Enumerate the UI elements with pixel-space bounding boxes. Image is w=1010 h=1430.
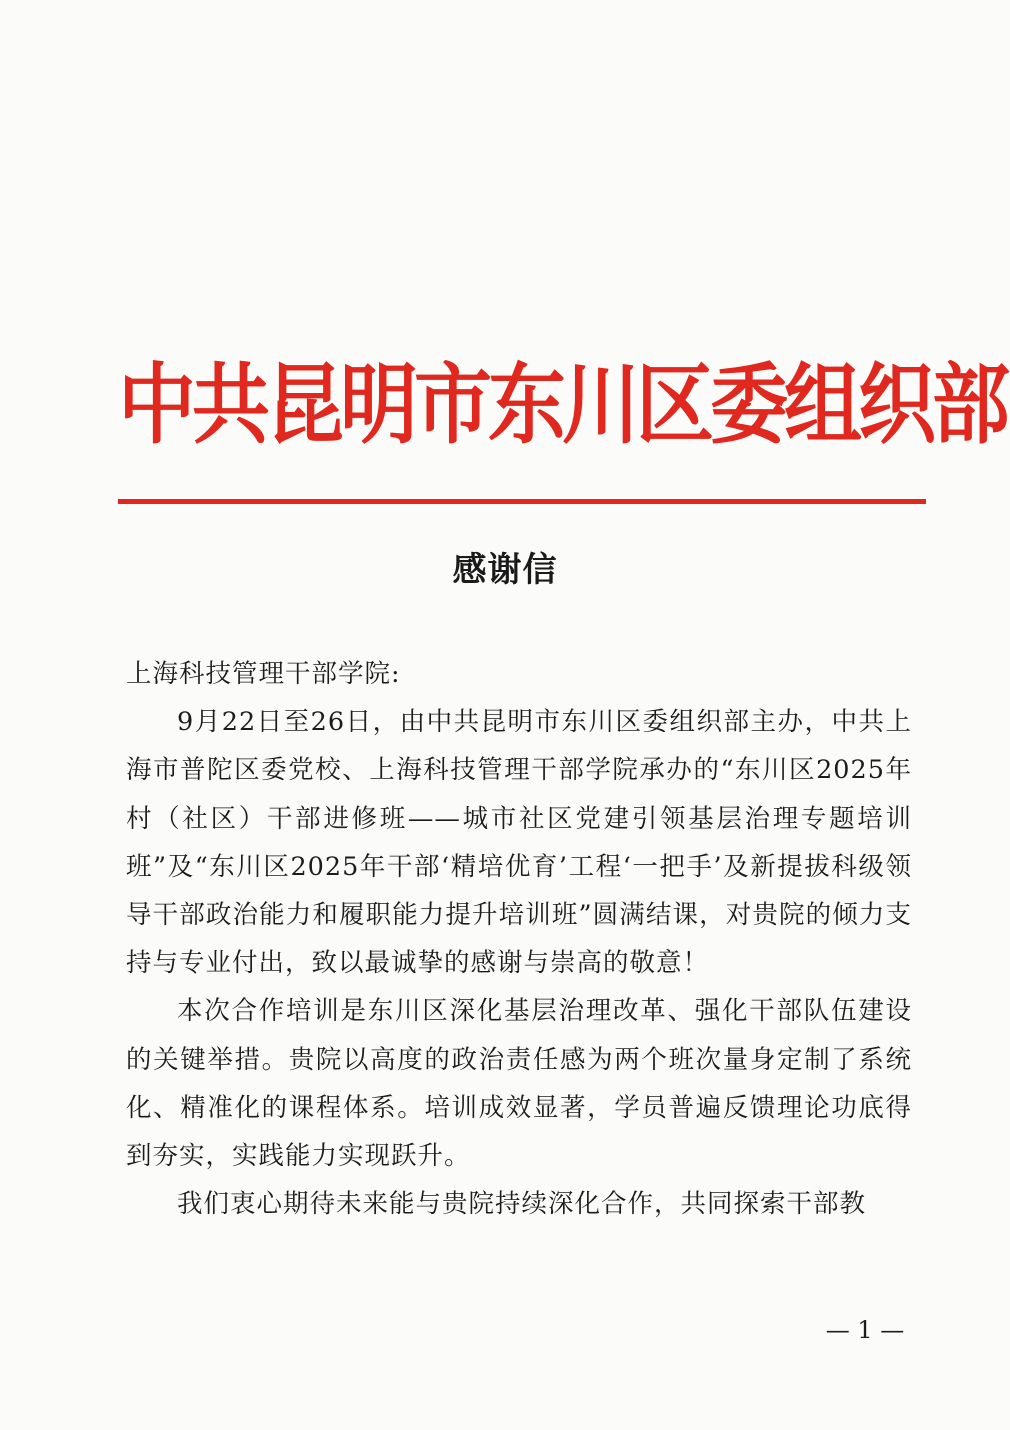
- organization-header: 中共昆明市东川区委组织部: [118, 354, 1007, 457]
- paragraph-1: 9月22日至26日，由中共昆明市东川区委组织部主办，中共上海市普陀区委党校、上海科技管理干部学院承办的“东川区2025年村（社区）干部进修班——城市社区党建引领基层治理专题培训班”及“东川区2025年干部‘精培优育’工程‘一把手’及新提拔科级领导干部政治能力和履职能力提升培训班”圆满结课，对贵院的倾力支持与专业付出，致以最诚挚的感谢与崇高的敬意！: [126, 707, 912, 979]
- salutation: 上海科技管理干部学院:: [126, 659, 401, 689]
- paragraph-3: 我们衷心期待未来能与贵院持续深化合作，共同探索干部教: [177, 1189, 867, 1220]
- page-number: — 1 —: [825, 1316, 905, 1344]
- paragraph-2: 本次合作培训是东川区深化基层治理改革、强化干部队伍建设的关键举措。贵院以高度的政治责任感为两个班次量身定制了系统化、精准化的课程体系。培训成效显著，学员普遍反馈理论功底得到夯实，实践能力实现跃升。: [126, 996, 912, 1172]
- document-title: 感谢信: [452, 550, 558, 590]
- letter-body: [126, 650, 912, 1228]
- red-divider-line: [118, 499, 926, 504]
